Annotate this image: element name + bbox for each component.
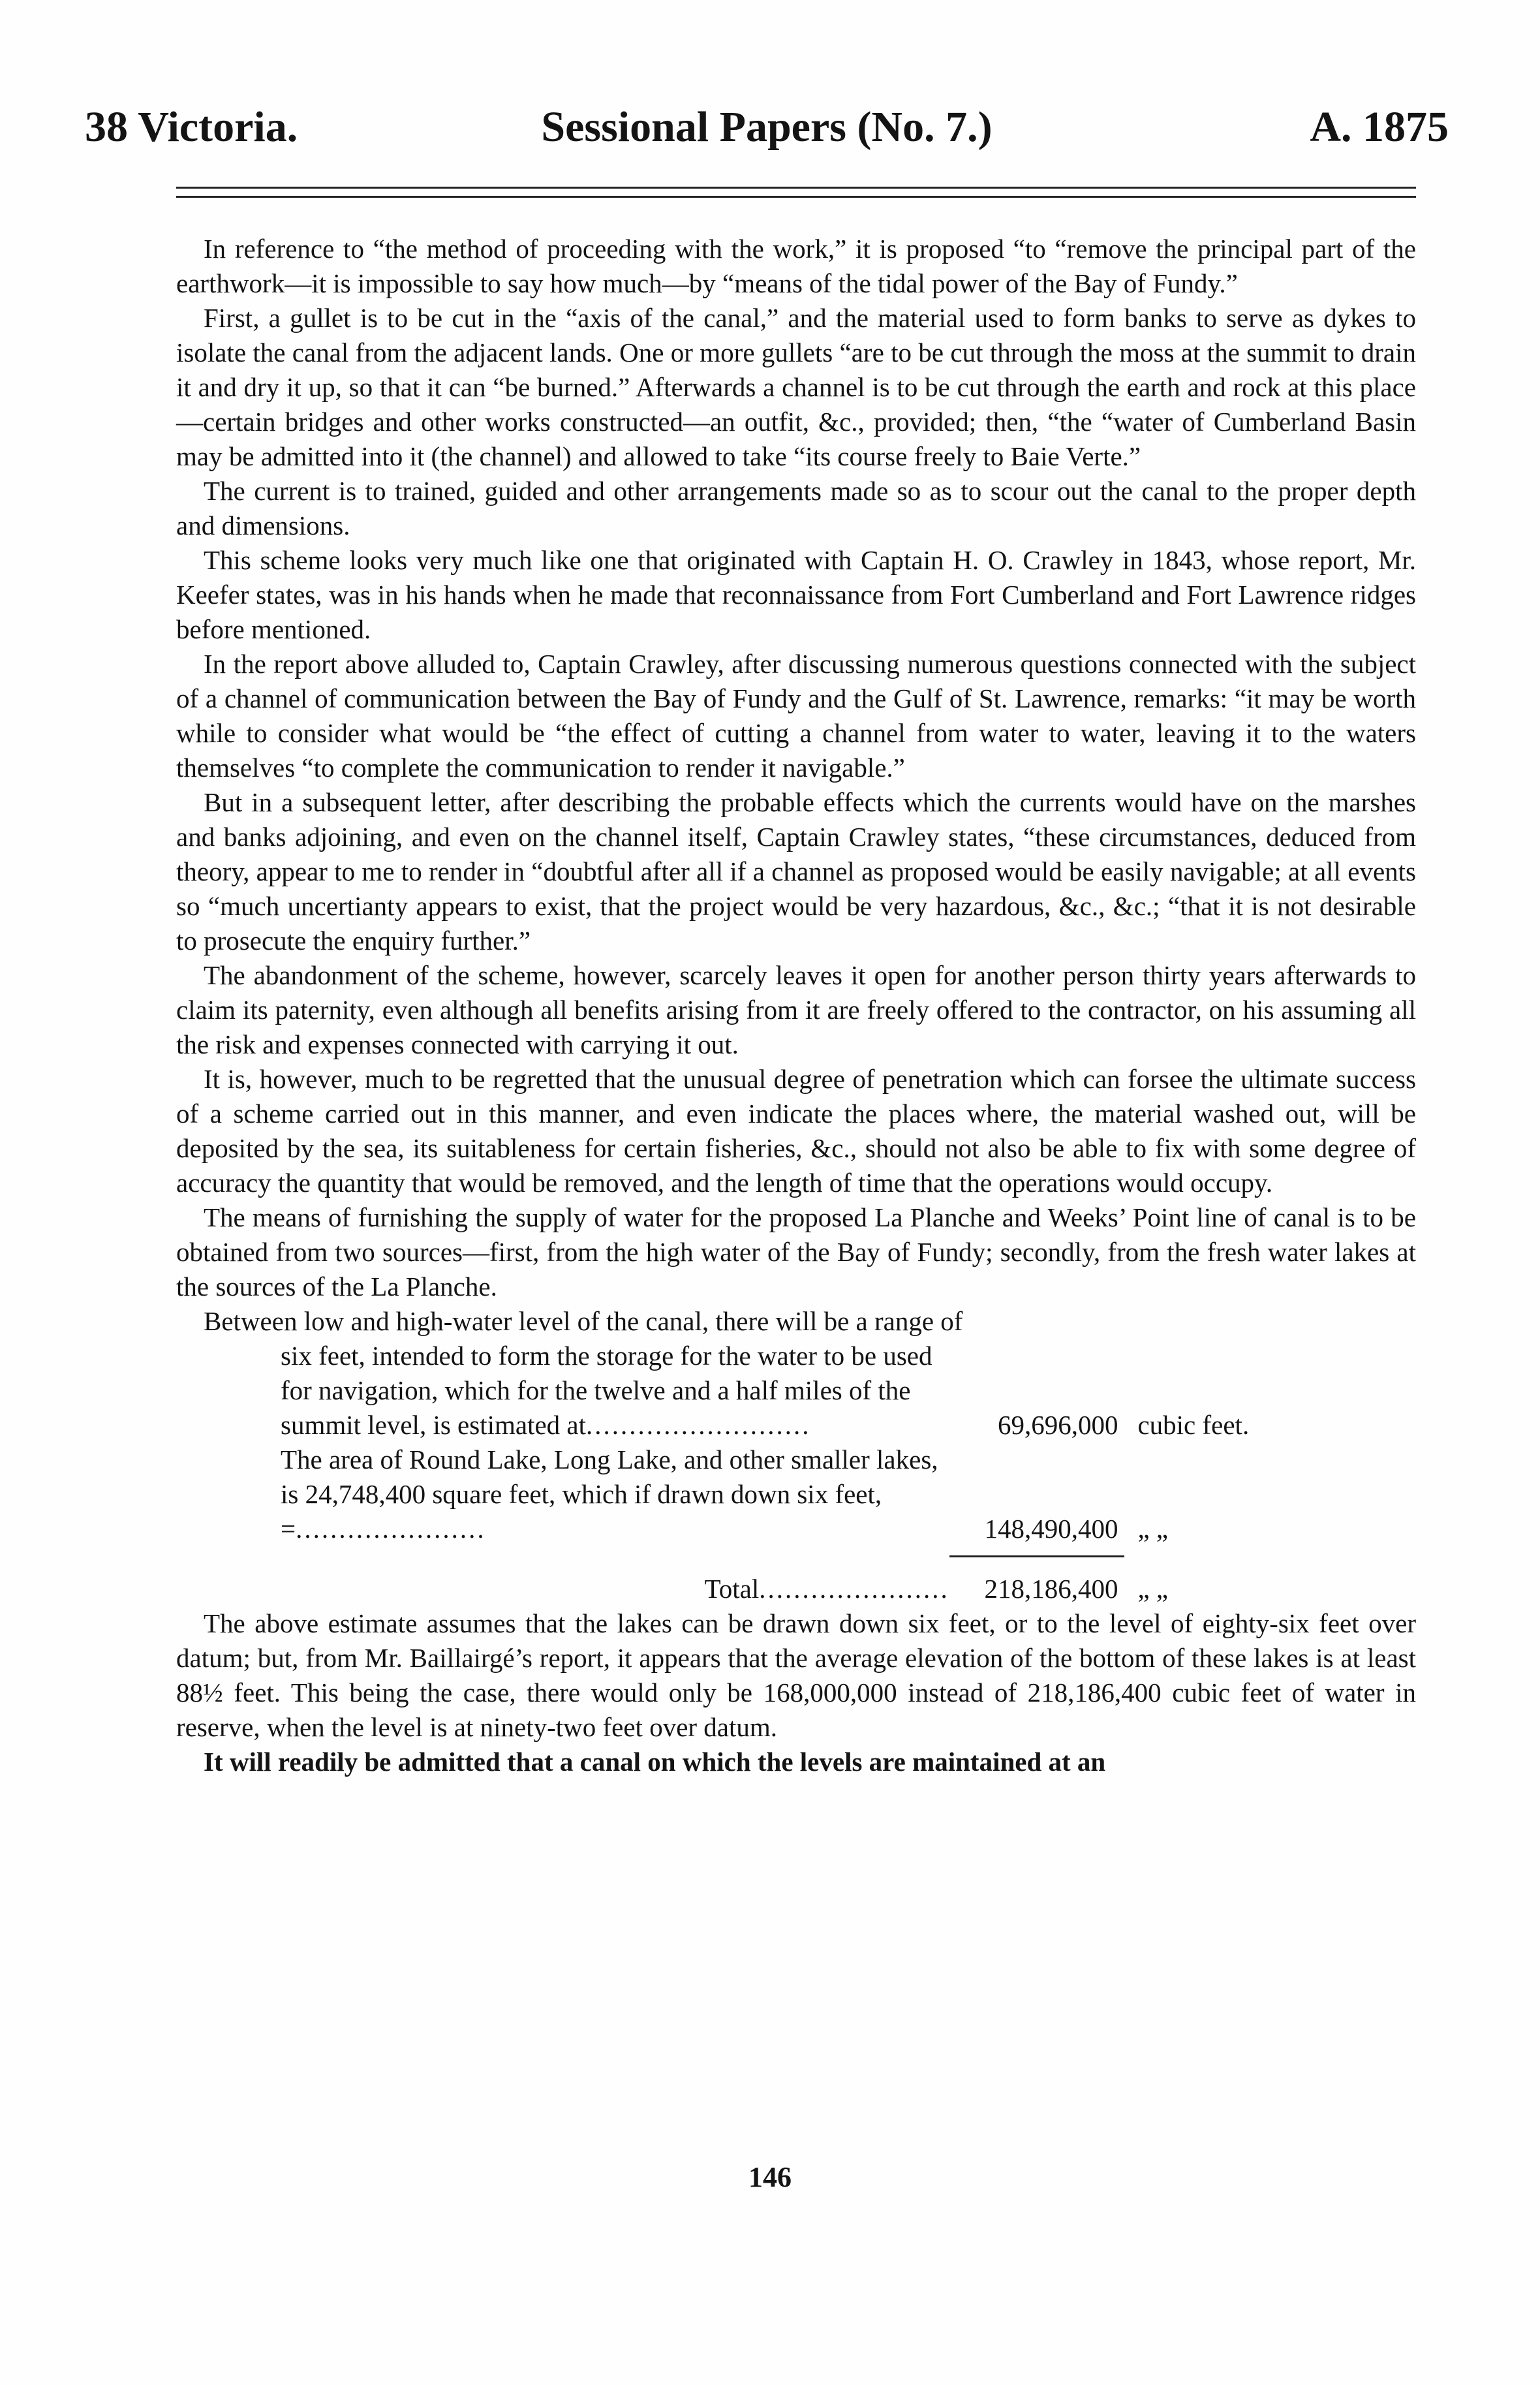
running-head: [85, 98, 1449, 157]
supply-row-lakes-desc: The area of Round Lake, Long Lake, and other smaller lakes, is 24,748,400 square feet, which if drawn down six feet, =: [281, 1444, 938, 1544]
paragraph-canal-levels: It will readily be admitted that a canal on which the levels are maintained at an: [204, 1747, 1106, 1777]
body-text: [176, 232, 1416, 1779]
paragraph-current: The current is to trained, guided and other arrangements made so as to scour out the canal to the proper depth and dimensions.: [176, 476, 1416, 540]
supply-row-lakes-amount: 148,490,400: [984, 1514, 1118, 1544]
water-supply-table: [281, 1339, 1292, 1606]
paragraph-water-supply: The means of furnishing the supply of water for the proposed La Planche and Weeks’ Point line of canal is to be obtained from two sources—first, from the high water of the Bay of Fundy; secondly, from the fresh water lakes at the sources of the La Planche.: [176, 1202, 1416, 1302]
supply-row-summit-unit: cubic feet.: [1137, 1410, 1250, 1440]
paragraph-estimate: The above estimate assumes that the lakes can be drawn down six feet, or to the level of eighty-six feet over datum; but, from Mr. Baillairgé’s report, it appears that the average elevation of the bottom of these lakes is at least 88½ feet. This being the case, there would only be 168,000,000 instead of 218,186,400 cubic feet of water in reserve, when the level is at ninety-two feet over datum.: [176, 1608, 1416, 1742]
supply-row-summit: six feet, intended to form the storage for the water to be used for navigation, which for the twelve and a half miles of the summit level, is estimated at.......................... 69,696,000 cubic feet.: [281, 1339, 1292, 1442]
paragraph-gullet: First, a gullet is to be cut in the “axis of the canal,” and the material used to form banks to serve as dykes to isolate the canal from the adjacent lands. One or more gullets “are to be cut through the moss at the summit to drain it and dry it up, so that it can “be burned.” Afterwards a channel is to be cut through the earth and rock at this place—certain bridges and other works constructed—an outfit, &c., provided; then, “the “water of Cumberland Basin may be admitted into it (the channel) and allowed to take “its course freely to Baie Verte.”: [176, 303, 1416, 471]
page-number: 146: [748, 2161, 792, 2193]
running-head-left: 38 Victoria.: [85, 103, 298, 151]
supply-sum-rule: [281, 1546, 1292, 1557]
paragraph-regret: It is, however, much to be regretted that the unusual degree of penetration which can forsee the ultimate success of a scheme carried out in this manner, and even indicate the places where, the material washed out, will be deposited by the sea, its suitableness for certain fisheries, &c., should not also be able to fix with some degree of accuracy the quantity that would be removed, and the length of time that the operations would occupy.: [176, 1064, 1416, 1198]
paragraph-abandonment: The abandonment of the scheme, however, scarcely leaves it open for another person thirty years afterwards to claim its paternity, even although all benefits arising from it are freely offered to the contractor, on his assuming all the risk and expenses connected with carrying it out.: [176, 960, 1416, 1059]
header-rule-bottom: [176, 196, 1416, 198]
header-rule-top: [176, 187, 1416, 189]
supply-row-summit-amount: 69,696,000: [997, 1410, 1118, 1440]
paragraph-crawley-report: In the report above alluded to, Captain Crawley, after discussing numerous questions connected with the subject of a channel of communication between the Bay of Fundy and the Gulf of St. Lawrence, remarks: “it may be worth while to consider what would be “the effect of cutting a channel from water to water, leaving it to the waters themselves “to complete the communication to render it navigable.”: [176, 649, 1416, 783]
supply-total-amount: 218,186,400: [984, 1574, 1118, 1604]
running-head-center: Sessional Papers (No. 7.): [541, 103, 993, 151]
paragraph-crawley-scheme: This scheme looks very much like one that originated with Captain H. O. Crawley in 1843, whose report, Mr. Keefer states, was in his hands when he made that reconnaissance from Fort Cumberland and Fort Lawrence ridges before mentioned.: [176, 545, 1416, 644]
supply-total-unit: „ „: [1137, 1574, 1169, 1604]
supply-row-lakes-unit: „ „: [1137, 1514, 1169, 1544]
paragraph-subsequent-letter: But in a subsequent letter, after describing the probable effects which the currents would have on the marshes and banks adjoining, and even on the channel itself, Captain Crawley states, “these circumstances, deduced from theory, appear to me to render in “doubtful after all if a channel as proposed would be easily navigable; at all events so “much uncertianty appears to exist, that the project would be very hazardous, &c., &c.; “that it is not desirable to prosecute the enquiry further.”: [176, 787, 1416, 956]
supply-row-lakes: The area of Round Lake, Long Lake, and other smaller lakes, is 24,748,400 square feet, which if drawn down six feet, =...................... 148,490,400 „ „: [281, 1442, 1292, 1546]
supply-total-label: Total: [704, 1574, 760, 1604]
supply-row-summit-desc: six feet, intended to form the storage for the water to be used for navigation, which for the twelve and a half miles of the summit level, is estimated at: [281, 1341, 932, 1440]
paragraph-supply-intro: Between low and high-water level of the canal, there will be a range of: [204, 1306, 963, 1336]
paragraph-method: In reference to “the method of proceeding with the work,” it is proposed “to “remove the principal part of the earthwork—it is impossible to say how much—by “means of the tidal power of the Bay of Fundy.”: [176, 234, 1416, 298]
running-head-right: A. 1875: [1310, 103, 1449, 151]
supply-row-total: Total...................... 218,186,400 „ „: [281, 1557, 1292, 1607]
